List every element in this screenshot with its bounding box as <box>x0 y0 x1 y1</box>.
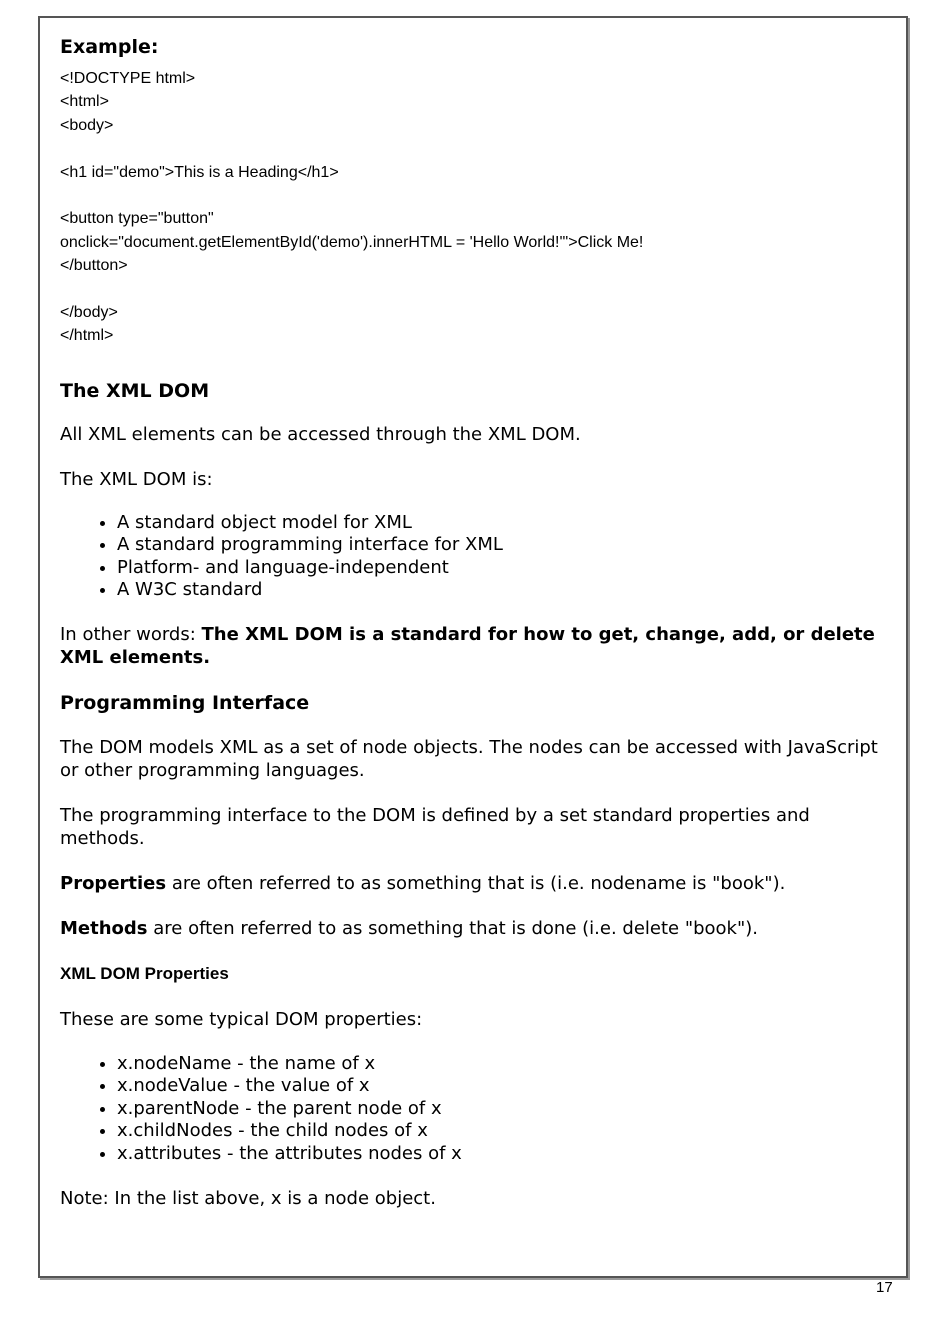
list-item: • x.nodeValue - the value of x <box>117 1075 886 1098</box>
list-item: • x.childNodes - the child nodes of x <box>117 1120 886 1143</box>
list-item: • A standard programming interface for XML <box>117 534 886 557</box>
list-item: • x.parentNode - the parent node of x <box>117 1098 886 1121</box>
list-item: • A W3C standard <box>117 579 886 602</box>
code-line <box>60 137 886 160</box>
code-line: </body> <box>60 303 118 321</box>
page-frame <box>38 16 908 1278</box>
in-other-words-prefix: In other words: <box>60 623 202 645</box>
programming-interface-p1: The DOM models XML as a set of node objects. The nodes can be accessed with JavaScript or other programming languages. <box>60 736 878 781</box>
properties-rest: are often referred to as something that is (i.e. nodename is "book"). <box>166 872 786 894</box>
code-line: </html> <box>60 327 114 345</box>
dom-properties-heading: XML DOM Properties <box>60 963 229 983</box>
code-line: onclick="document.getElementById('demo').innerHTML = 'Hello World!'">Click Me! <box>60 233 644 251</box>
code-line: <html> <box>60 93 109 111</box>
example-heading: Example: <box>60 36 159 58</box>
code-line: </button> <box>60 257 128 275</box>
list-item: • x.attributes - the attributes nodes of x <box>117 1143 886 1166</box>
methods-bold: Methods <box>60 917 148 939</box>
page-content <box>60 36 886 1210</box>
xml-dom-heading: The XML DOM <box>60 379 210 402</box>
xml-dom-bullet-list <box>60 512 886 602</box>
xml-dom-is-label: The XML DOM is: <box>60 468 213 490</box>
list-item: • A standard object model for XML <box>117 512 886 535</box>
dom-properties-intro: These are some typical DOM properties: <box>60 1008 423 1030</box>
code-line: <!DOCTYPE html> <box>60 70 196 87</box>
methods-rest: are often referred to as something that is done (i.e. delete "book"). <box>147 917 758 939</box>
xml-dom-intro: All XML elements can be accessed through the XML DOM. <box>60 423 581 445</box>
code-line: <h1 id="demo">This is a Heading</h1> <box>60 163 339 181</box>
programming-interface-p2: The programming interface to the DOM is defined by a set standard properties and methods. <box>60 804 810 849</box>
list-item: • x.nodeName - the name of x <box>117 1053 886 1076</box>
methods-paragraph <box>60 917 886 940</box>
in-other-words-bold: The XML DOM is a standard for how to get, change, add, or delete XML elements. <box>60 623 875 668</box>
properties-bold: Properties <box>60 872 167 894</box>
code-line <box>60 184 886 207</box>
code-line: <button type="button" <box>60 210 214 228</box>
programming-interface-heading: Programming Interface <box>60 691 310 714</box>
code-line <box>60 278 886 301</box>
code-line: <body> <box>60 116 114 134</box>
list-item: • Platform- and language-independent <box>117 557 886 580</box>
dom-properties-list <box>60 1053 886 1166</box>
note-paragraph: Note: In the list above, x is a node object. <box>60 1188 436 1210</box>
page-number: 17 <box>876 1279 893 1296</box>
code-example <box>60 67 886 348</box>
properties-paragraph <box>60 872 886 895</box>
in-other-words-paragraph <box>60 623 886 669</box>
